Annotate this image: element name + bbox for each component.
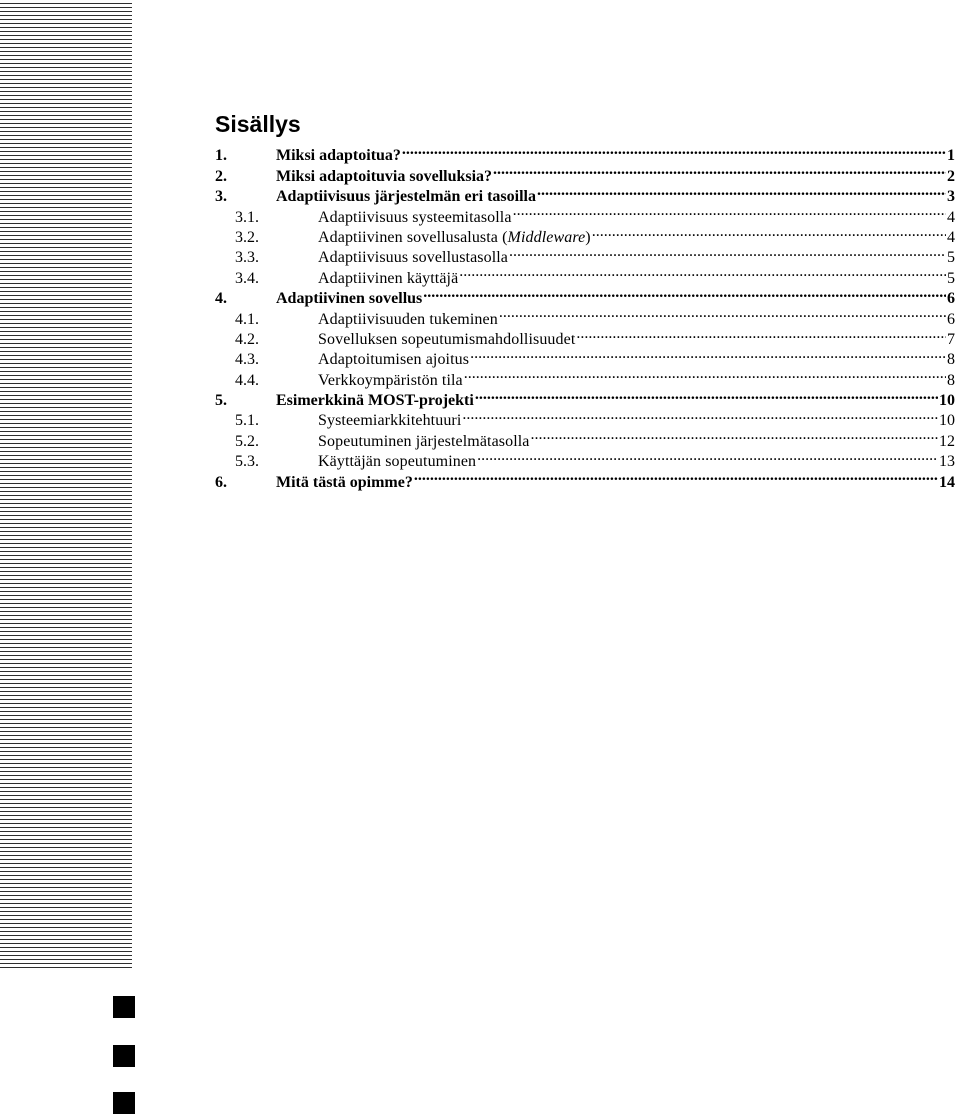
toc-dot-leader bbox=[477, 446, 938, 466]
toc-entry-label-italic: Middleware bbox=[507, 228, 586, 246]
toc-entry-label: Miksi adaptoituvia sovelluksia? bbox=[276, 167, 493, 185]
toc-entry-label: Esimerkkinä MOST-projekti bbox=[276, 392, 474, 410]
toc-entry-number: 6. bbox=[215, 473, 227, 491]
toc-entry-number: 4.2. bbox=[235, 330, 259, 348]
toc-entry[interactable] bbox=[215, 140, 955, 165]
toc-dot-leader bbox=[499, 303, 946, 323]
margin-marker bbox=[113, 1045, 135, 1067]
toc-dot-leader bbox=[459, 262, 946, 282]
left-margin-pattern bbox=[0, 0, 134, 970]
toc-entry-label-text: Adaptiivinen sovellusalusta ( bbox=[318, 228, 508, 246]
toc-entry-page: 10 bbox=[939, 412, 955, 430]
toc-entry-number: 4.3. bbox=[235, 351, 259, 369]
toc-dot-leader bbox=[531, 425, 939, 445]
toc-entry-page: 8 bbox=[947, 371, 955, 389]
toc-entry-number: 3.4. bbox=[235, 269, 259, 287]
toc-entry-label: Sovelluksen sopeutumismahdollisuudet bbox=[318, 330, 576, 348]
toc-entry-page: 4 bbox=[947, 228, 955, 246]
toc-dot-leader bbox=[475, 385, 938, 405]
toc-list bbox=[215, 140, 955, 491]
toc-entry-label: Adaptiivisuus sovellustasolla bbox=[318, 249, 509, 267]
toc-dot-leader bbox=[576, 324, 946, 344]
toc-entry-number: 5.2. bbox=[235, 432, 259, 450]
toc-dot-leader bbox=[464, 364, 946, 384]
toc-entry-label: Adaptiivisuuden tukeminen bbox=[318, 310, 498, 328]
toc-entry-label: Adaptiivinen sovellus bbox=[276, 290, 423, 308]
toc-entry-number: 4.1. bbox=[235, 310, 259, 328]
toc-entry-number: 5.1. bbox=[235, 412, 259, 430]
toc-dot-leader bbox=[423, 283, 946, 303]
toc-entry-page: 14 bbox=[939, 473, 955, 491]
toc-entry-page: 13 bbox=[939, 453, 955, 471]
toc-entry-page: 1 bbox=[947, 147, 955, 165]
toc-dot-leader bbox=[493, 160, 946, 180]
toc-entry-page: 5 bbox=[947, 249, 955, 267]
toc-entry-number: 5.3. bbox=[235, 453, 259, 471]
toc-dot-leader bbox=[513, 201, 946, 221]
table-of-contents bbox=[215, 110, 955, 491]
toc-entry-page: 12 bbox=[939, 432, 955, 450]
toc-entry-page: 6 bbox=[947, 290, 955, 308]
toc-entry-page: 3 bbox=[947, 188, 955, 206]
toc-entry-label: Sopeutuminen järjestelmätasolla bbox=[318, 432, 530, 450]
margin-marker bbox=[113, 1092, 135, 1114]
toc-entry-label: Mitä tästä opimme? bbox=[276, 473, 413, 491]
toc-entry-number: 2. bbox=[215, 167, 227, 185]
toc-dot-leader bbox=[537, 181, 946, 201]
toc-entry-page: 10 bbox=[939, 392, 955, 410]
toc-entry-label: Käyttäjän sopeutuminen bbox=[318, 453, 477, 471]
toc-dot-leader bbox=[509, 242, 946, 262]
toc-entry-label-suffix: ) bbox=[585, 228, 591, 246]
toc-entry-number: 4. bbox=[215, 290, 227, 308]
toc-dot-leader bbox=[592, 222, 946, 242]
toc-entry-number: 3. bbox=[215, 188, 227, 206]
toc-entry-page: 2 bbox=[947, 167, 955, 185]
toc-title: Sisällys bbox=[215, 111, 301, 137]
toc-dot-leader bbox=[470, 344, 946, 364]
toc-entry-label: Adaptiivinen käyttäjä bbox=[318, 269, 459, 287]
toc-dot-leader bbox=[462, 405, 938, 425]
toc-entry-number: 5. bbox=[215, 392, 227, 410]
toc-entry-label: Adaptiivisuus järjestelmän eri tasoilla bbox=[276, 188, 536, 206]
toc-entry-label: Miksi adaptoitua? bbox=[276, 147, 401, 165]
toc-entry-page: 4 bbox=[947, 208, 955, 226]
toc-entry-number: 1. bbox=[215, 147, 227, 165]
toc-entry-number: 3.3. bbox=[235, 249, 259, 267]
toc-entry-label: Adaptiivisuus systeemitasolla bbox=[318, 208, 512, 226]
toc-dot-leader bbox=[402, 140, 946, 160]
toc-entry-label: Systeemiarkkitehtuuri bbox=[318, 412, 462, 430]
margin-marker bbox=[113, 996, 135, 1018]
toc-entry-number: 3.1. bbox=[235, 208, 259, 226]
toc-entry-page: 8 bbox=[947, 351, 955, 369]
toc-entry-number: 4.4. bbox=[235, 371, 259, 389]
toc-entry-label: Verkkoympäristön tila bbox=[318, 371, 463, 389]
toc-entry-page: 7 bbox=[947, 330, 955, 348]
toc-entry-page: 5 bbox=[947, 269, 955, 287]
toc-entry-number: 3.2. bbox=[235, 228, 259, 246]
toc-dot-leader bbox=[414, 466, 938, 486]
toc-entry-label: Adaptoitumisen ajoitus bbox=[318, 351, 470, 369]
toc-entry-page: 6 bbox=[947, 310, 955, 328]
